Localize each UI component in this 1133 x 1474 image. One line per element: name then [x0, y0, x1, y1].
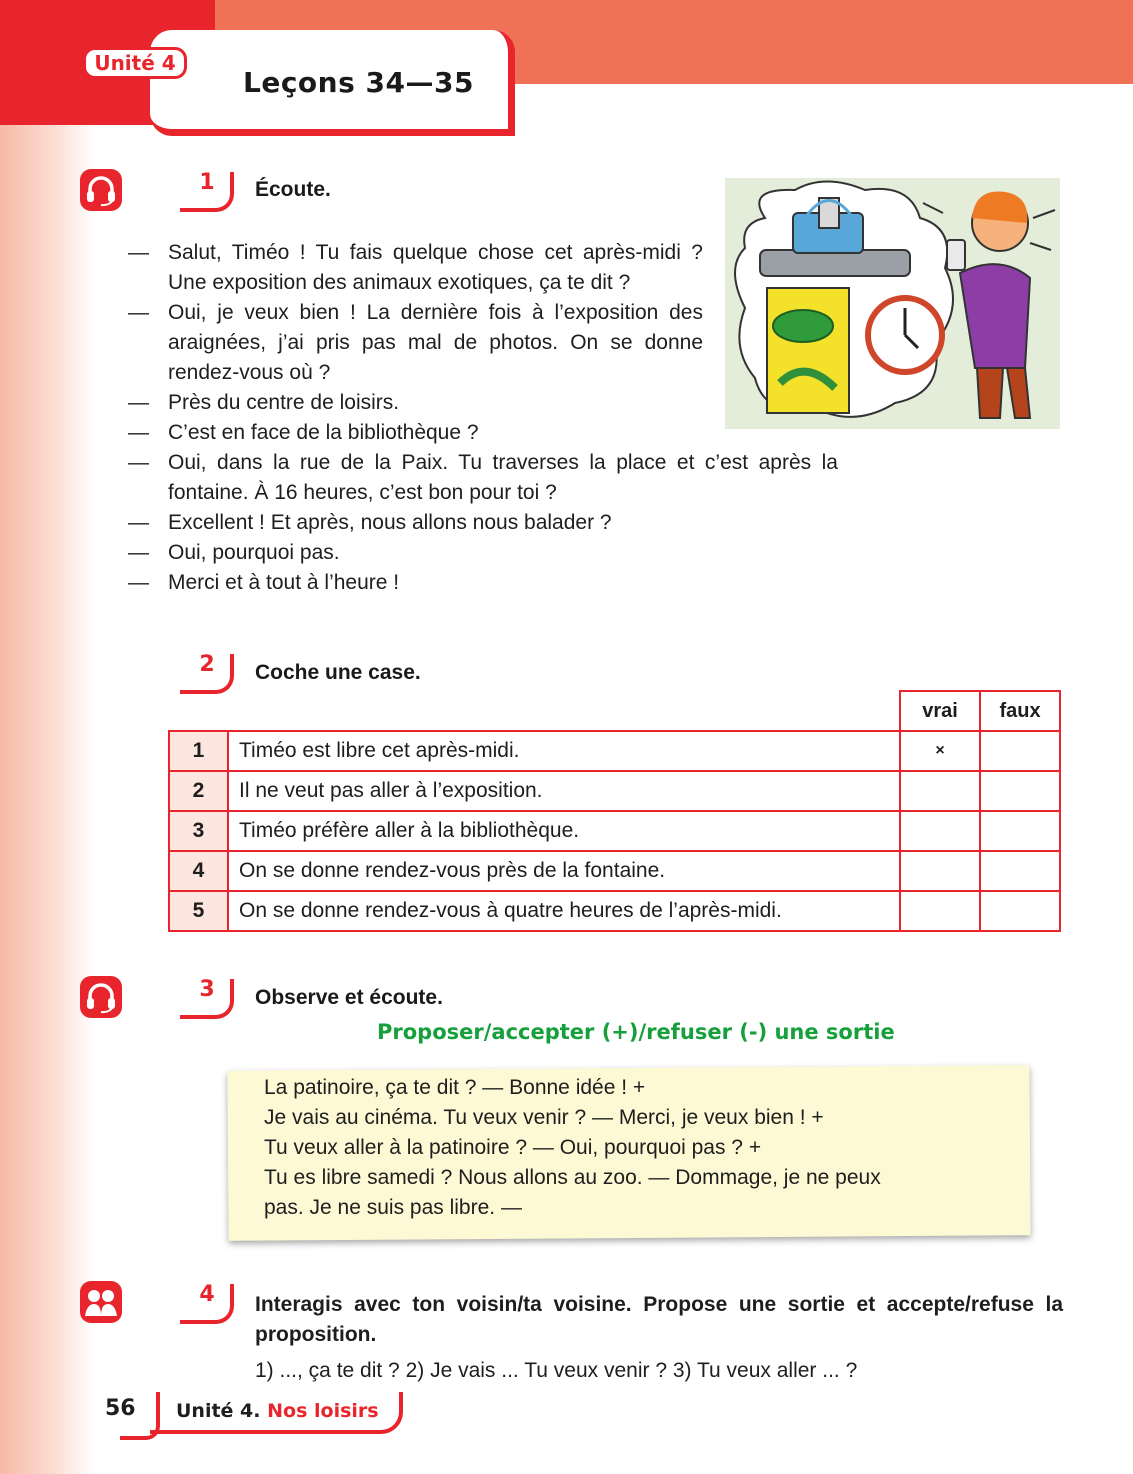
vrai-checkbox[interactable] — [900, 771, 980, 811]
footer-unit-name: Nos loisirs — [267, 1400, 379, 1422]
note-text — [264, 1073, 1002, 1223]
vrai-checkbox[interactable] — [900, 851, 980, 891]
row-number: 4 — [169, 851, 228, 891]
vrai-checkbox[interactable] — [900, 811, 980, 851]
unit-badge: Unité 4 — [83, 47, 187, 79]
faux-checkbox[interactable] — [980, 851, 1060, 891]
column-header-vrai: vrai — [900, 691, 980, 731]
dialog-line: — Excellent ! Et après, nous allons nous balader ? — [128, 511, 612, 534]
row-number: 2 — [169, 771, 228, 811]
page-number: 56 — [105, 1396, 136, 1421]
exercise-3-subtitle: Proposer/accepter (+)/refuser (-) une sortie — [377, 1020, 895, 1044]
row-number: 5 — [169, 891, 228, 931]
faux-checkbox[interactable] — [980, 891, 1060, 931]
note-line: La patinoire, ça te dit ? — Bonne idée ! + — [264, 1076, 646, 1099]
note-line: Tu es libre samedi ? Nous allons au zoo. — Dommage, je ne peux — [264, 1166, 881, 1189]
dialog-line: — Oui, je veux bien ! La dernière fois à l’exposition des araignées, j’ai pris pas mal de photos. On se donne rendez-vous où ? — [128, 301, 703, 384]
exercise-3-number: 3 — [180, 975, 236, 1015]
exercise-2-title: Coche une case. — [255, 661, 421, 684]
note-line: pas. Je ne suis pas libre. — — [264, 1196, 522, 1219]
boy-on-phone-illustration — [725, 178, 1060, 429]
table-row — [169, 771, 1060, 811]
exercise-4-prompt: 1) ..., ça te dit ? 2) Je vais ... Tu veux venir ? 3) Tu veux aller ... ? — [255, 1359, 858, 1382]
vrai-checkbox[interactable]: × — [900, 731, 980, 771]
footer-unit-label: Unité 4. — [176, 1400, 261, 1422]
statement: Timéo préfère aller à la bibliothèque. — [228, 811, 900, 851]
side-gradient — [0, 0, 95, 1474]
exercise-1-number: 1 — [180, 168, 236, 208]
statement: Timéo est libre cet après-midi. — [228, 731, 900, 771]
true-false-table — [168, 690, 1061, 932]
exercise-3-title: Observe et écoute. — [255, 986, 443, 1009]
dialog-line: — Salut, Timéo ! Tu fais quelque chose cet après-midi ? Une exposition des animaux exotiques, ça te dit ? — [128, 241, 703, 294]
dialog-line: — Oui, pourquoi pas. — [128, 541, 340, 564]
row-number: 3 — [169, 811, 228, 851]
vrai-checkbox[interactable] — [900, 891, 980, 931]
dialog-line: — Près du centre de loisirs. — [128, 391, 400, 414]
headphones-icon — [79, 975, 123, 1019]
table-row — [169, 851, 1060, 891]
headphones-icon — [79, 168, 123, 212]
table-row — [169, 811, 1060, 851]
faux-checkbox[interactable] — [980, 731, 1060, 771]
table-row — [169, 731, 1060, 771]
statement: On se donne rendez-vous près de la fontaine. — [228, 851, 900, 891]
footer-unit — [176, 1400, 379, 1422]
dialog-line: — C’est en face de la bibliothèque ? — [128, 421, 479, 444]
statement: On se donne rendez-vous à quatre heures de l’après-midi. — [228, 891, 900, 931]
exercise-4-title: Interagis avec ton voisin/ta voisine. Propose une sortie et accepte/refuse la proposition. — [255, 1293, 1063, 1346]
exercise-2-number: 2 — [180, 650, 236, 690]
column-header-faux: faux — [980, 691, 1060, 731]
note-line: Je vais au cinéma. Tu veux venir ? — Merci, je veux bien ! + — [264, 1106, 824, 1129]
statement: Il ne veut pas aller à l’exposition. — [228, 771, 900, 811]
pair-work-icon — [79, 1280, 123, 1324]
exercise-1-title: Écoute. — [255, 178, 331, 201]
page-title: Leçons 34—35 — [243, 66, 474, 99]
dialog-line: — Oui, dans la rue de la Paix. Tu traverses la place et c’est après la fontaine. À 16 heures, c’est bon pour toi ? — [128, 451, 838, 504]
faux-checkbox[interactable] — [980, 811, 1060, 851]
faux-checkbox[interactable] — [980, 771, 1060, 811]
note-line: Tu veux aller à la patinoire ? — Oui, pourquoi pas ? + — [264, 1136, 762, 1159]
table-row — [169, 891, 1060, 931]
row-number: 1 — [169, 731, 228, 771]
exercise-4-number: 4 — [180, 1280, 236, 1320]
dialog-line: — Merci et à tout à l’heure ! — [128, 571, 400, 594]
